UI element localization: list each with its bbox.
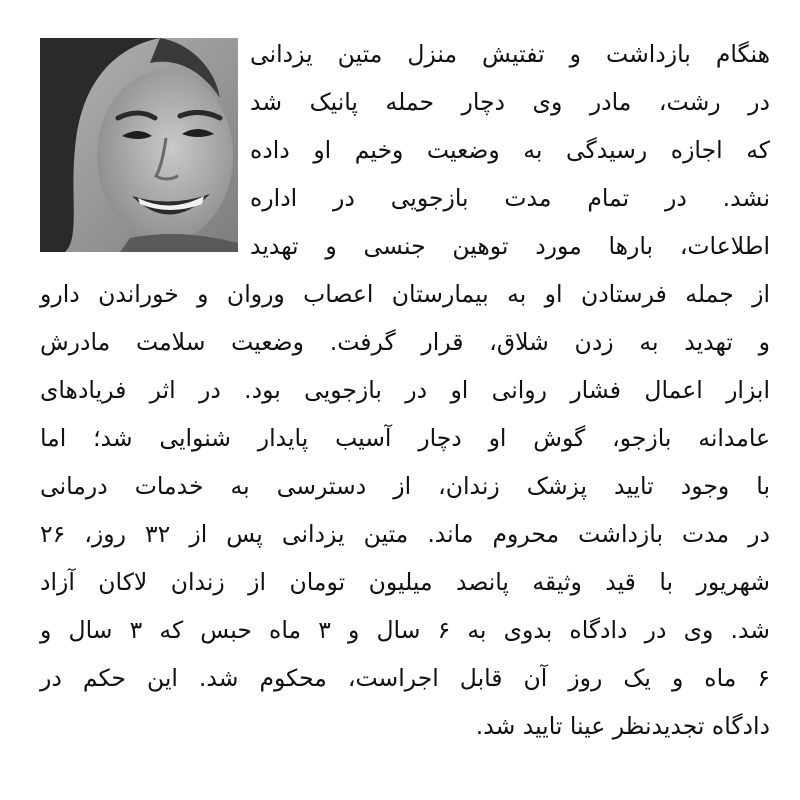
text-line: نشد. در تمام مدت بازجویی در اداره [250, 184, 770, 212]
text-line: ۶ ماه و یک روز آن قابل اجراست، محکوم شد. این حکم در [40, 664, 770, 692]
text-line-last: دادگاه تجدیدنظر عینا تایید شد. [475, 712, 770, 740]
text-line: عامدانه بازجو، گوش او دچار آسیب پایدار شنوایی شد؛ اما [40, 424, 770, 452]
text-line: شد. وی در دادگاه بدوی به ۶ سال و ۳ ماه حبس که ۳ سال و [40, 616, 770, 644]
text-line: که اجازه رسیدگی به وضعیت وخیم او داده [250, 136, 770, 164]
text-line: اطلاعات، بارها مورد توهین جنسی و تهدید [250, 232, 770, 260]
text-line: در رشت، مادر وی دچار حمله پانیک شد [250, 88, 770, 116]
text-line: و تهدید به زدن شلاق، قرار گرفت. وضعیت سلامت مادرش [40, 328, 770, 356]
text-line: در مدت بازداشت محروم ماند. متین یزدانی پس از ۳۲ روز، ۲۶ [40, 520, 770, 548]
text-line: ابزار اعمال فشار روانی او در بازجویی بود. در اثر فریادهای [40, 376, 770, 404]
text-line: از جمله فرستادن او به بیمارستان اعصاب وروان و خوراندن دارو [40, 280, 770, 308]
text-line: هنگام بازداشت و تفتیش منزل متین یزدانی [250, 40, 770, 68]
text-line: شهریور با قید وثیقه پانصد میلیون تومان از زندان لاکان آزاد [40, 568, 770, 596]
text-line: با وجود تایید پزشک زندان، از دسترسی به خدمات درمانی [40, 472, 770, 500]
portrait-image [40, 38, 238, 252]
portrait-photo [40, 38, 238, 252]
